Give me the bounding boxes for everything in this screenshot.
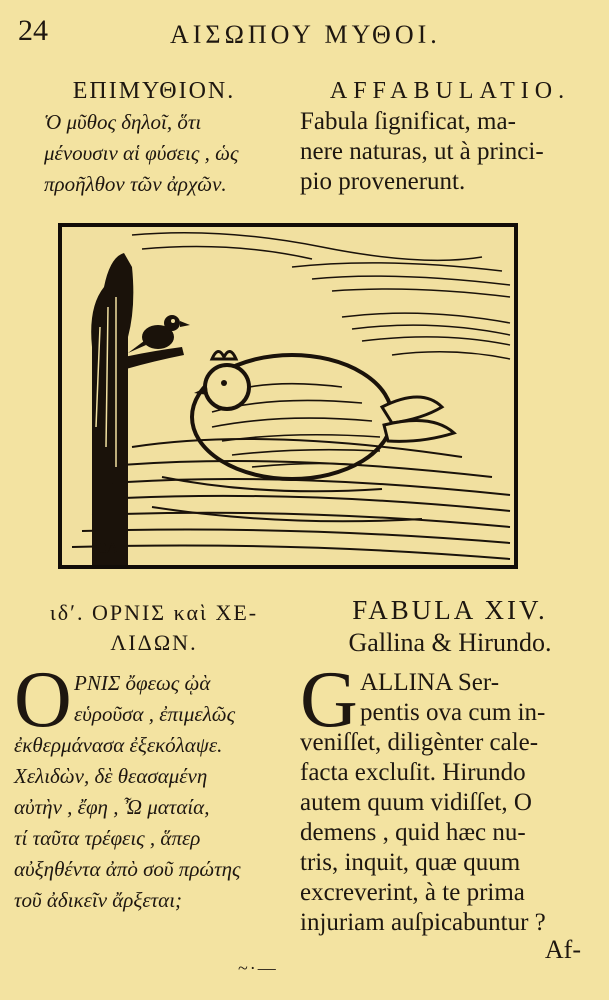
fable-greek-line: τοῦ ἀδικεῖν ἄρξεται; [14,888,183,912]
catchword: Af- [544,935,581,964]
fable-greek-line: αὐτὴν , ἔφη , Ὦ ματαία, [14,795,210,819]
fable-latin-body [300,656,600,938]
fable-latin-line: facta excluſit. Hirundo [300,759,526,786]
fable-latin-line: demens , quid hæc nu- [300,819,526,846]
woodcut-illustration [58,223,518,569]
fable-greek-line: ΡΝΙΣ ὄφεως ᾠὰ [74,671,211,695]
dropcap: G [300,656,358,744]
fable-greek-line: τί ταῦτα τρέφεις , ἅπερ [14,826,201,850]
fable-latin-line: injuriam auſpicabuntur ? [300,909,546,936]
fable-latin-line: ALLINA Ser- [360,669,500,696]
moral-latin [300,78,600,197]
fable-greek-body [14,656,294,916]
fable-greek-line: ἐκθερμάνασα ἐξεκόλαψε. [14,733,223,757]
moral-greek-line: προῆλθον τῶν ἀρχῶν. [44,172,227,196]
fable-greek-line: αὐξηθέντα ἀπὸ σοῦ πρώτης [14,857,241,881]
fable-greek-line: Χελιδὼν, δὲ θεασαμένη [14,764,208,788]
moral-latin-line: pio provenerunt. [300,168,466,195]
fable-latin-line: excreverint, à te prima [300,879,525,906]
woodcut-monogram: CA [96,540,119,557]
fable-latin-line: autem quum vidiſſet, O [300,789,532,816]
moral-greek-line: Ὁ μῦθος δηλοῖ, ὅτι [44,110,202,134]
fable-number: FABULA XIV. [352,595,548,625]
dropcap: O [14,656,72,744]
printer-ornament: ~·— [238,958,278,978]
moral-latin-line: nere naturas, ut à princi- [300,138,544,165]
fable-greek-heading: ΛΙΔΩΝ. [110,630,198,655]
moral-greek [14,78,294,200]
fable-title: Gallina & Hirundo. [348,628,552,657]
fable-greek-heading: ιδʹ. ΟΡΝΙΣ καὶ ΧΕ- [49,600,259,625]
fable-latin-line: veniſſet, diligènter cale- [300,729,539,756]
running-head: ΑΙΣΩΠΟΥ ΜΥΘΟΙ. [170,20,441,49]
moral-latin-line: Fabula ſignificat, ma- [300,108,516,135]
fable-greek [14,598,294,916]
moral-greek-title: ΕΠΙΜΥΘΙΟΝ. [72,78,236,104]
hen-and-swallow-woodcut [62,227,514,565]
fable-latin-line: pentis ova cum in- [360,699,546,726]
page-number: 24 [18,14,48,47]
page-header [0,10,609,50]
fable-greek-line: εὑροῦσα , ἐπιμελῶς [74,702,236,726]
fable-latin-line: tris, inquit, quæ quum [300,849,521,876]
moral-greek-line: μένουσιν αἱ φύσεις , ὡς [44,141,239,165]
moral-latin-title: AFFABULATIO. [329,78,571,104]
fable-latin [300,595,600,938]
